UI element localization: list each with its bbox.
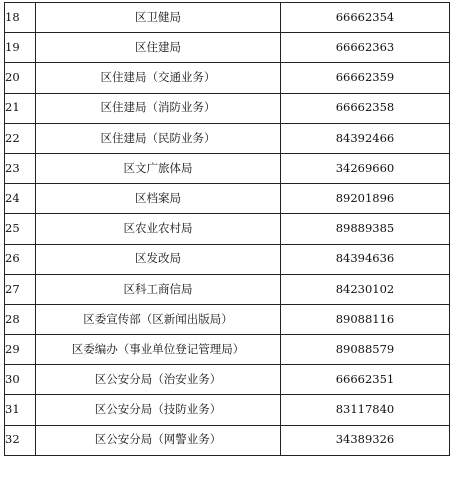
table-row — [5, 153, 450, 183]
contact-table — [4, 2, 450, 456]
table-row — [5, 304, 450, 334]
row-number: 19 — [5, 33, 36, 63]
department-name: 区发改局 — [36, 244, 281, 274]
row-number: 29 — [5, 335, 36, 365]
phone-number: 84394636 — [281, 244, 450, 274]
table-row — [5, 425, 450, 455]
table-row — [5, 335, 450, 365]
department-name: 区住建局（交通业务） — [36, 63, 281, 93]
phone-number: 66662363 — [281, 33, 450, 63]
contact-table-body — [5, 3, 450, 456]
department-name: 区公安分局（治安业务） — [36, 365, 281, 395]
table-row — [5, 214, 450, 244]
table-row — [5, 93, 450, 123]
phone-number: 66662351 — [281, 365, 450, 395]
department-name: 区卫健局 — [36, 3, 281, 33]
phone-number: 89201896 — [281, 184, 450, 214]
row-number: 20 — [5, 63, 36, 93]
phone-number: 66662358 — [281, 93, 450, 123]
table-row — [5, 395, 450, 425]
phone-number: 84392466 — [281, 123, 450, 153]
table-row — [5, 123, 450, 153]
department-name: 区委宣传部（区新闻出版局） — [36, 304, 281, 334]
table-row — [5, 365, 450, 395]
row-number: 30 — [5, 365, 36, 395]
table-row — [5, 274, 450, 304]
department-name: 区公安分局（技防业务） — [36, 395, 281, 425]
row-number: 21 — [5, 93, 36, 123]
department-name: 区公安分局（网警业务） — [36, 425, 281, 455]
phone-number: 66662354 — [281, 3, 450, 33]
department-name: 区住建局 — [36, 33, 281, 63]
table-row — [5, 3, 450, 33]
department-name: 区档案局 — [36, 184, 281, 214]
table-row — [5, 244, 450, 274]
row-number: 27 — [5, 274, 36, 304]
row-number: 31 — [5, 395, 36, 425]
row-number: 18 — [5, 3, 36, 33]
phone-number: 83117840 — [281, 395, 450, 425]
department-name: 区住建局（消防业务） — [36, 93, 281, 123]
table-row — [5, 33, 450, 63]
table-row — [5, 184, 450, 214]
table-row — [5, 63, 450, 93]
row-number: 28 — [5, 304, 36, 334]
phone-number: 89088116 — [281, 304, 450, 334]
department-name: 区住建局（民防业务） — [36, 123, 281, 153]
department-name: 区文广旅体局 — [36, 153, 281, 183]
phone-number: 84230102 — [281, 274, 450, 304]
phone-number: 66662359 — [281, 63, 450, 93]
row-number: 23 — [5, 153, 36, 183]
phone-number: 34269660 — [281, 153, 450, 183]
row-number: 25 — [5, 214, 36, 244]
row-number: 22 — [5, 123, 36, 153]
department-name: 区农业农村局 — [36, 214, 281, 244]
row-number: 24 — [5, 184, 36, 214]
row-number: 26 — [5, 244, 36, 274]
department-name: 区科工商信局 — [36, 274, 281, 304]
phone-number: 89088579 — [281, 335, 450, 365]
row-number: 32 — [5, 425, 36, 455]
phone-number: 34389326 — [281, 425, 450, 455]
department-name: 区委编办（事业单位登记管理局） — [36, 335, 281, 365]
phone-number: 89889385 — [281, 214, 450, 244]
